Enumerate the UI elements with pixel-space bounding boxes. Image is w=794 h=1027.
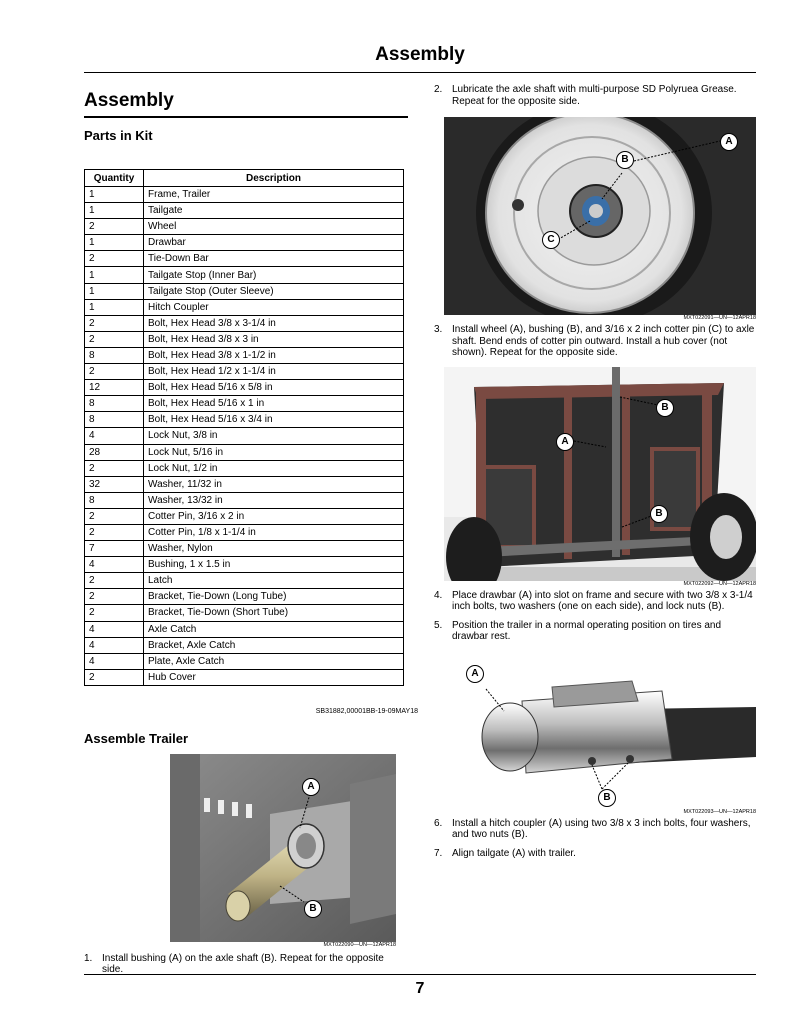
description-cell: Wheel bbox=[144, 219, 404, 235]
step-number: 7. bbox=[434, 847, 443, 859]
quantity-cell: 2 bbox=[85, 251, 144, 267]
quantity-cell: 1 bbox=[85, 235, 144, 251]
quantity-cell: 2 bbox=[85, 364, 144, 380]
description-cell: Drawbar bbox=[144, 235, 404, 251]
description-cell: Plate, Axle Catch bbox=[144, 653, 404, 669]
assemble-trailer-heading: Assemble Trailer bbox=[84, 730, 189, 746]
callout-a: A bbox=[302, 778, 320, 796]
quantity-cell: 4 bbox=[85, 637, 144, 653]
table-row bbox=[85, 476, 404, 492]
figure-axle-bushing bbox=[170, 754, 396, 942]
header-rule bbox=[84, 72, 756, 73]
frame-drawbar-illustration bbox=[444, 367, 756, 581]
callout-a: A bbox=[556, 433, 574, 451]
description-cell: Bolt, Hex Head 1/2 x 1-1/4 in bbox=[144, 364, 404, 380]
figure-code: MXT022093—UN—12APR18 bbox=[683, 808, 756, 815]
table-row bbox=[85, 380, 404, 396]
table-row bbox=[85, 331, 404, 347]
step-text: Position the trailer in a normal operating position on tires and drawbar rest. bbox=[452, 619, 722, 642]
description-cell: Tailgate bbox=[144, 203, 404, 219]
table-row bbox=[85, 187, 404, 203]
figure-frame-drawbar bbox=[444, 367, 756, 581]
left-column bbox=[84, 88, 418, 976]
quantity-cell: 2 bbox=[85, 331, 144, 347]
quantity-cell: 8 bbox=[85, 492, 144, 508]
description-cell: Cotter Pin, 1/8 x 1-1/4 in bbox=[144, 524, 404, 540]
quantity-cell: 4 bbox=[85, 621, 144, 637]
step-text: Install wheel (A), bushing (B), and 3/16 x 2 inch cotter pin (C) to axle shaft. Bend ends of cotter pin outward. Install a hub cover (not shown). Repeat for the opposite side. bbox=[452, 324, 755, 358]
description-cell: Tailgate Stop (Outer Sleeve) bbox=[144, 283, 404, 299]
callout-b: B bbox=[598, 789, 616, 807]
table-row bbox=[85, 203, 404, 219]
quantity-cell: 12 bbox=[85, 380, 144, 396]
table-row bbox=[85, 653, 404, 669]
description-cell: Bolt, Hex Head 3/8 x 3 in bbox=[144, 331, 404, 347]
table-row bbox=[85, 557, 404, 573]
table-row bbox=[85, 267, 404, 283]
description-cell: Cotter Pin, 3/16 x 2 in bbox=[144, 508, 404, 524]
table-row bbox=[85, 315, 404, 331]
step-number: 5. bbox=[434, 619, 443, 631]
parts-in-kit-heading: Parts in Kit bbox=[84, 128, 153, 143]
step-number: 3. bbox=[434, 324, 443, 335]
description-cell: Frame, Trailer bbox=[144, 187, 404, 203]
table-row bbox=[85, 541, 404, 557]
page-header-title: Assembly bbox=[375, 44, 465, 65]
quantity-cell: 7 bbox=[85, 541, 144, 557]
table-row bbox=[85, 460, 404, 476]
quantity-cell: 2 bbox=[85, 573, 144, 589]
page-number: 7 bbox=[415, 980, 425, 997]
step-number: 2. bbox=[434, 84, 443, 95]
quantity-cell: 2 bbox=[85, 460, 144, 476]
quantity-cell: 2 bbox=[85, 669, 144, 685]
table-row bbox=[85, 621, 404, 637]
quantity-cell: 1 bbox=[85, 283, 144, 299]
quantity-cell: 8 bbox=[85, 412, 144, 428]
table-row bbox=[85, 669, 404, 685]
table-row bbox=[85, 283, 404, 299]
step-5 bbox=[434, 620, 756, 643]
figure-wheel bbox=[444, 117, 756, 315]
description-cell: Lock Nut, 5/16 in bbox=[144, 444, 404, 460]
step-4 bbox=[434, 590, 756, 613]
table-row bbox=[85, 347, 404, 363]
step-number: 1. bbox=[84, 952, 93, 964]
description-cell: Washer, 13/32 in bbox=[144, 492, 404, 508]
table-row bbox=[85, 364, 404, 380]
description-cell: Bolt, Hex Head 3/8 x 3-1/4 in bbox=[144, 315, 404, 331]
table-row bbox=[85, 251, 404, 267]
description-cell: Washer, 11/32 in bbox=[144, 476, 404, 492]
step-1 bbox=[84, 953, 404, 976]
parts-table-header-row bbox=[85, 170, 404, 187]
quantity-cell: 2 bbox=[85, 589, 144, 605]
quantity-cell: 2 bbox=[85, 524, 144, 540]
quantity-header: Quantity bbox=[85, 170, 144, 187]
callout-a: A bbox=[720, 133, 738, 151]
table-row bbox=[85, 235, 404, 251]
quantity-cell: 2 bbox=[85, 605, 144, 621]
table-row bbox=[85, 444, 404, 460]
table-row bbox=[85, 428, 404, 444]
quantity-cell: 4 bbox=[85, 428, 144, 444]
step-6 bbox=[434, 818, 756, 841]
callout-b: B bbox=[304, 900, 322, 918]
step-number: 6. bbox=[434, 817, 443, 829]
quantity-cell: 28 bbox=[85, 444, 144, 460]
quantity-cell: 1 bbox=[85, 187, 144, 203]
figure-code: MXT022091—UN—12APR18 bbox=[683, 315, 756, 321]
quantity-cell: 8 bbox=[85, 396, 144, 412]
step-text: Lubricate the axle shaft with multi-purpose SD Polyruea Grease. Repeat for the opposite side. bbox=[452, 84, 737, 107]
step-text: Align tailgate (A) with trailer. bbox=[452, 847, 576, 859]
description-cell: Bolt, Hex Head 5/16 x 1 in bbox=[144, 396, 404, 412]
table-row bbox=[85, 573, 404, 589]
hitch-coupler-illustration bbox=[462, 661, 756, 809]
callout-b: B bbox=[616, 151, 634, 169]
callout-b: B bbox=[656, 399, 674, 417]
step-2 bbox=[434, 84, 756, 107]
quantity-cell: 1 bbox=[85, 299, 144, 315]
table-row bbox=[85, 219, 404, 235]
step-7 bbox=[434, 848, 756, 860]
description-cell: Bolt, Hex Head 5/16 x 3/4 in bbox=[144, 412, 404, 428]
step-number: 4. bbox=[434, 589, 443, 601]
description-cell: Hitch Coupler bbox=[144, 299, 404, 315]
description-cell: Washer, Nylon bbox=[144, 541, 404, 557]
table-row bbox=[85, 492, 404, 508]
figure-hitch-coupler bbox=[462, 661, 756, 809]
table-row bbox=[85, 508, 404, 524]
description-cell: Tie-Down Bar bbox=[144, 251, 404, 267]
description-cell: Hub Cover bbox=[144, 669, 404, 685]
quantity-cell: 1 bbox=[85, 203, 144, 219]
section-rule bbox=[84, 116, 408, 118]
step-text: Place drawbar (A) into slot on frame and secure with two 3/8 x 3-1/4 inch bolts, two washers (one on each side), and lock nuts (B). bbox=[452, 589, 753, 612]
description-cell: Bushing, 1 x 1.5 in bbox=[144, 557, 404, 573]
quantity-cell: 1 bbox=[85, 267, 144, 283]
step-text: Install bushing (A) on the axle shaft (B). Repeat for the opposite side. bbox=[102, 952, 384, 976]
description-cell: Tailgate Stop (Inner Bar) bbox=[144, 267, 404, 283]
table-row bbox=[85, 524, 404, 540]
step-3 bbox=[434, 324, 756, 359]
description-cell: Lock Nut, 3/8 in bbox=[144, 428, 404, 444]
figure-code: MXT022090—UN—12APR18 bbox=[323, 941, 396, 948]
figure-code: MXT022092—UN—12APR18 bbox=[683, 580, 756, 587]
description-cell: Lock Nut, 1/2 in bbox=[144, 460, 404, 476]
table-row bbox=[85, 637, 404, 653]
description-cell: Axle Catch bbox=[144, 621, 404, 637]
quantity-cell: 2 bbox=[85, 315, 144, 331]
axle-bushing-illustration bbox=[170, 754, 396, 942]
callout-a: A bbox=[466, 665, 484, 683]
description-cell: Bolt, Hex Head 3/8 x 1-1/2 in bbox=[144, 347, 404, 363]
quantity-cell: 4 bbox=[85, 557, 144, 573]
callout-b: B bbox=[650, 505, 668, 523]
right-column bbox=[434, 84, 756, 859]
description-header: Description bbox=[144, 170, 404, 187]
quantity-cell: 2 bbox=[85, 508, 144, 524]
description-cell: Bracket, Tie-Down (Short Tube) bbox=[144, 605, 404, 621]
quantity-cell: 8 bbox=[85, 347, 144, 363]
table-row bbox=[85, 396, 404, 412]
parts-table bbox=[84, 169, 404, 686]
description-cell: Bracket, Tie-Down (Long Tube) bbox=[144, 589, 404, 605]
table-row bbox=[85, 299, 404, 315]
table-row bbox=[85, 412, 404, 428]
quantity-cell: 32 bbox=[85, 476, 144, 492]
table-reference-code: SB31882,00001BB-19-09MAY18 bbox=[315, 707, 418, 715]
description-cell: Latch bbox=[144, 573, 404, 589]
footer-rule bbox=[84, 974, 756, 975]
description-cell: Bolt, Hex Head 5/16 x 5/8 in bbox=[144, 380, 404, 396]
callout-c: C bbox=[542, 231, 560, 249]
quantity-cell: 4 bbox=[85, 653, 144, 669]
parts-table-body bbox=[85, 187, 404, 686]
section-title: Assembly bbox=[84, 90, 174, 111]
table-row bbox=[85, 605, 404, 621]
step-text: Install a hitch coupler (A) using two 3/8 x 3 inch bolts, four washers, and two nuts (B). bbox=[452, 817, 751, 840]
wheel-illustration bbox=[444, 117, 756, 315]
description-cell: Bracket, Axle Catch bbox=[144, 637, 404, 653]
table-row bbox=[85, 589, 404, 605]
quantity-cell: 2 bbox=[85, 219, 144, 235]
